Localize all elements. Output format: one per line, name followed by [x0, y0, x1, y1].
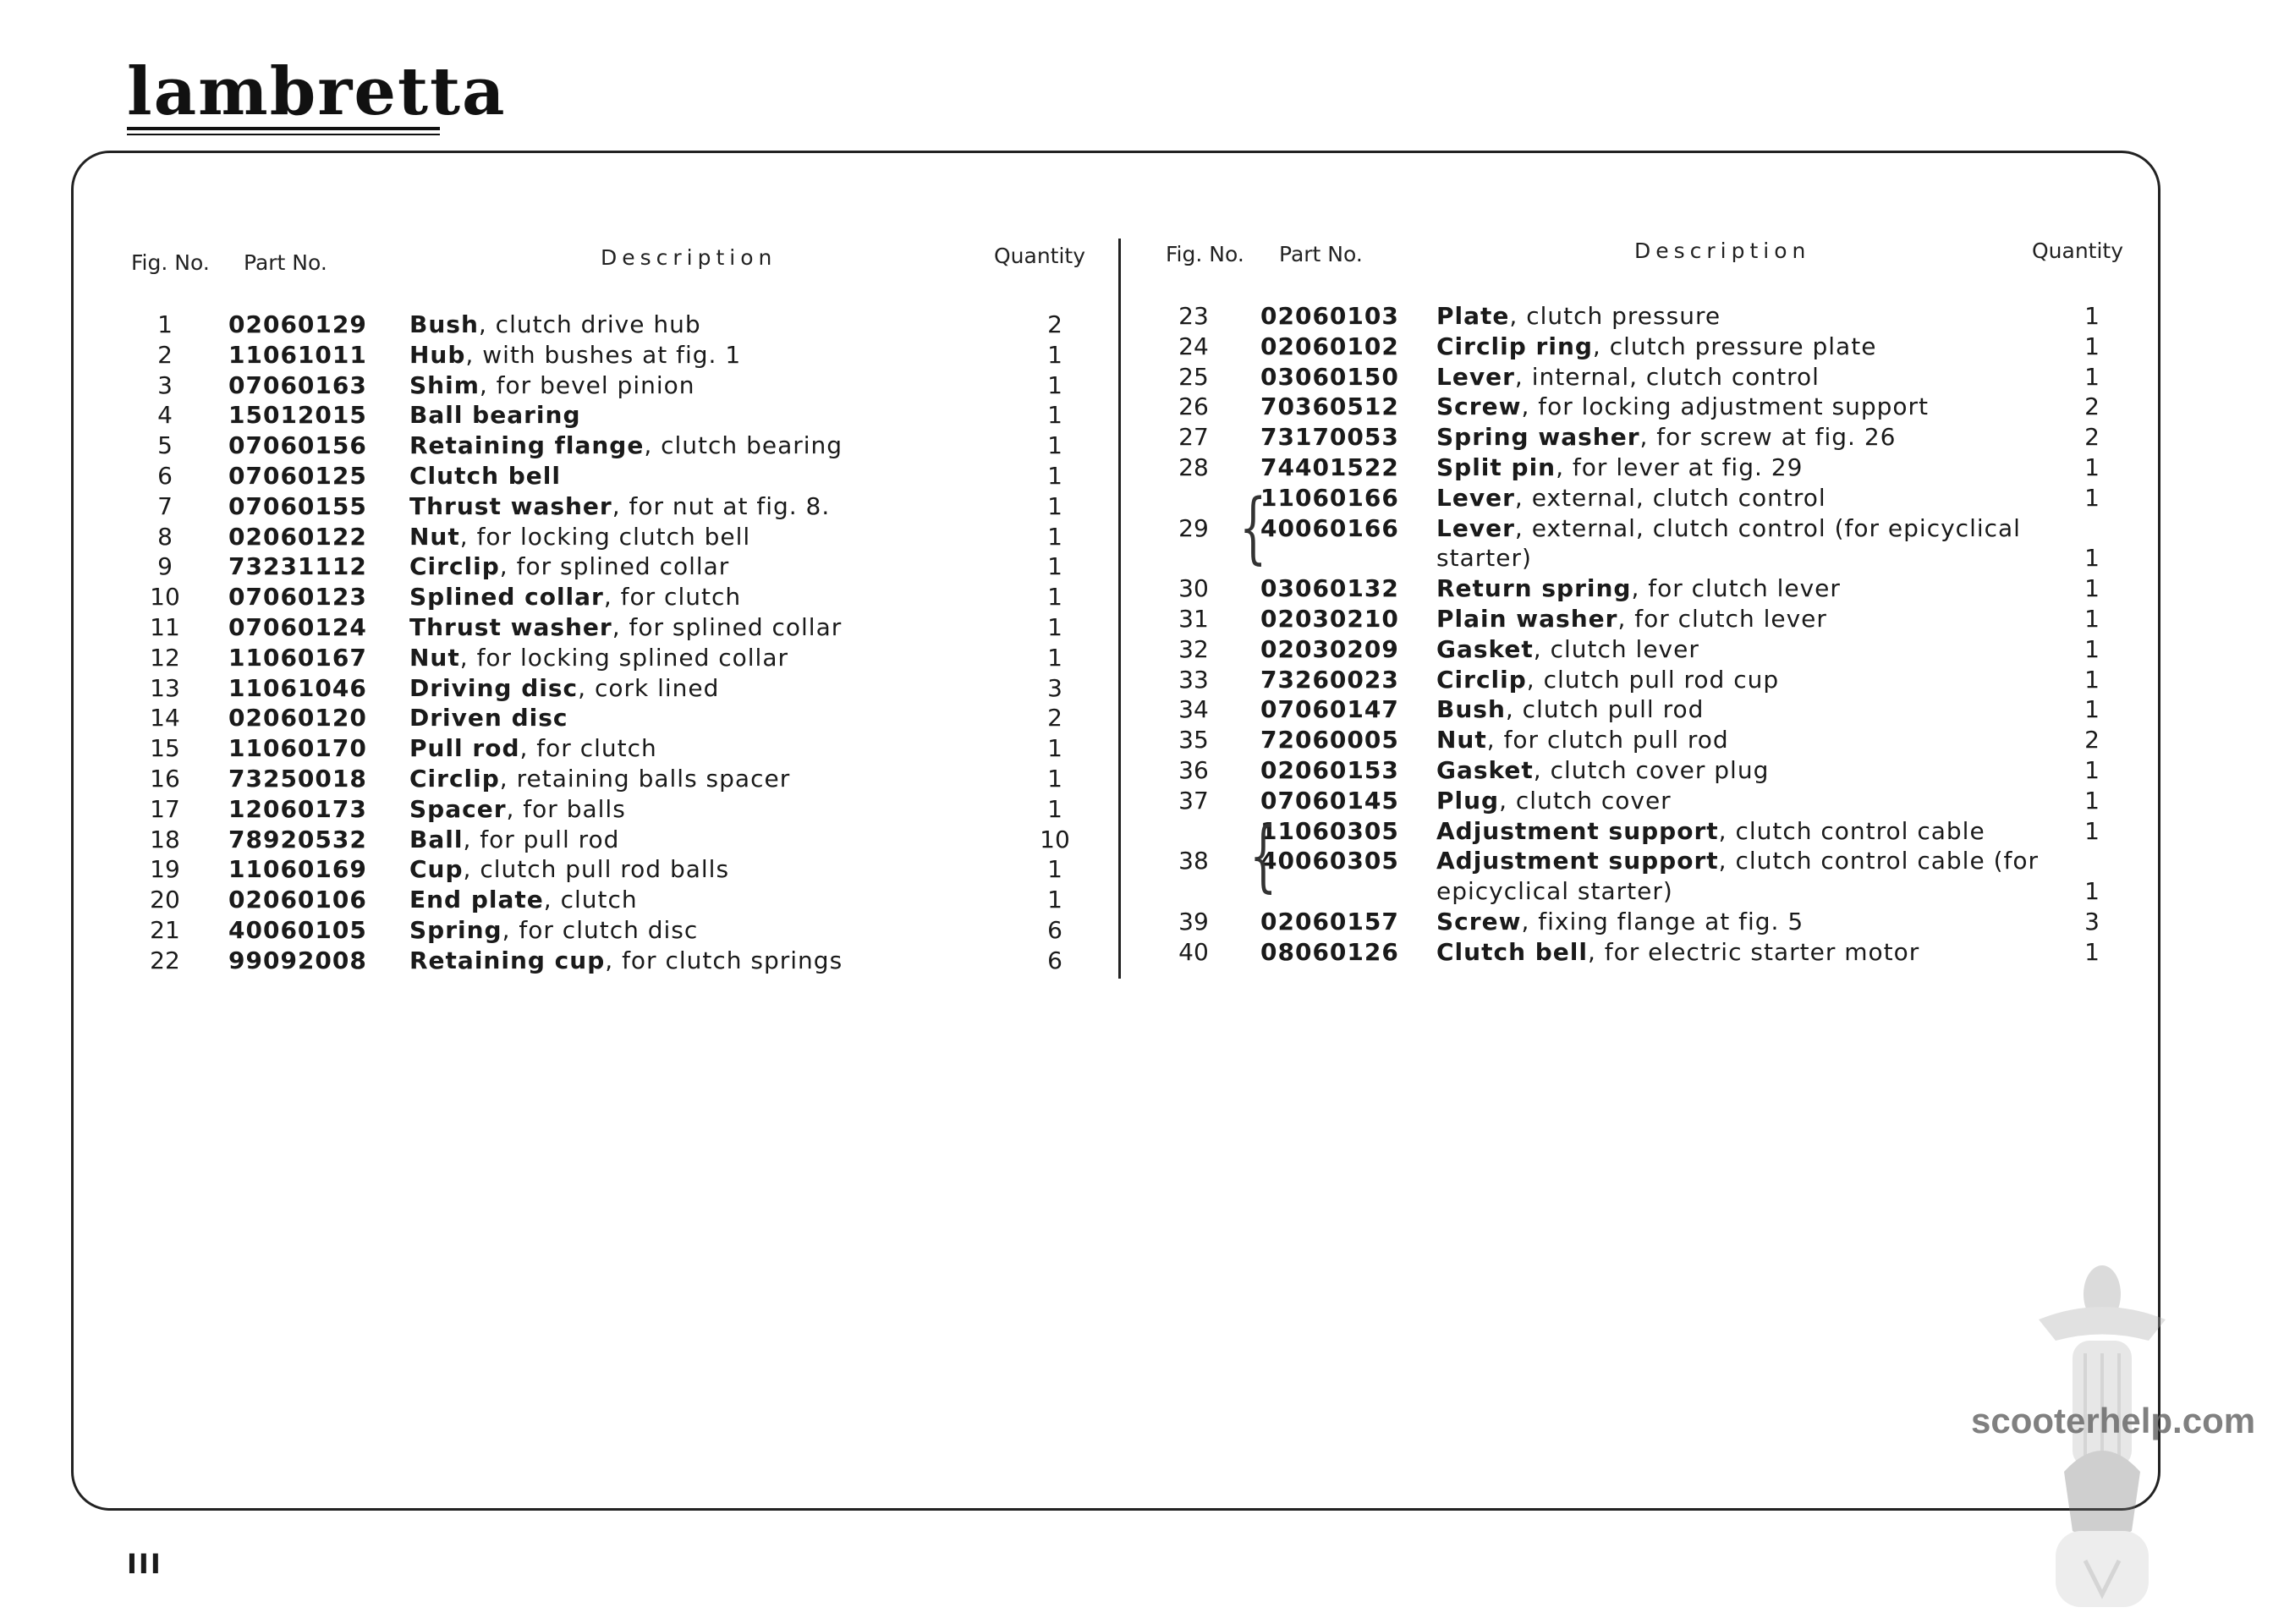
quantity: 1 [2084, 302, 2100, 330]
part-name: Retaining flange [409, 431, 645, 460]
table-row [0, 907, 2284, 937]
fig-number: 6 [157, 462, 173, 490]
fig-number: 14 [150, 704, 180, 732]
right-header-part-no: Part No. [1279, 242, 1363, 266]
quantity: 1 [1047, 765, 1062, 793]
part-name: Return spring [1436, 574, 1632, 603]
part-number: 11060170 [228, 734, 367, 763]
part-description [1436, 634, 1699, 665]
part-detail: , for clutch [603, 583, 742, 612]
part-detail: , clutch cover plug [1533, 756, 1770, 784]
fig-number: 38 [1178, 847, 1209, 875]
table-row [0, 937, 2284, 968]
fig-number: 12 [150, 643, 180, 672]
quantity: 1 [1047, 734, 1062, 763]
fig-number: 8 [157, 522, 173, 551]
left-header-quantity: Quantity [994, 244, 1086, 268]
part-detail: , clutch control cable (for [1718, 847, 2040, 875]
quantity: 2 [2084, 392, 2100, 421]
part-number: 02060122 [228, 522, 367, 551]
brand-logo: lambretta [127, 53, 507, 130]
quantity: 1 [1047, 401, 1062, 430]
part-number: 73231112 [228, 552, 367, 581]
quantity: 1 [1047, 794, 1062, 823]
part-detail: , for pull rod [463, 825, 620, 853]
quantity: 1 [2084, 665, 2100, 694]
part-description [1436, 604, 1827, 634]
part-name: Gasket [1436, 634, 1534, 663]
part-number: 08060126 [1260, 937, 1399, 966]
quantity: 1 [2084, 634, 2100, 663]
part-detail: , clutch pressure plate [1592, 332, 1877, 360]
part-description [1436, 876, 1673, 907]
part-number: 02030210 [1260, 605, 1399, 633]
part-number: 02030209 [1260, 634, 1399, 663]
part-detail: , for nut at fig. 8. [612, 491, 831, 520]
part-number: 70360512 [1260, 392, 1399, 421]
part-name: Screw [1436, 908, 1522, 935]
part-number: 07060147 [1260, 695, 1399, 724]
part-name: Spring washer [1436, 423, 1640, 452]
fig-number: 19 [150, 855, 180, 884]
part-name: Circlip [409, 765, 500, 793]
part-detail: , for clutch lever [1617, 605, 1827, 633]
quantity: 1 [2084, 483, 2100, 512]
fig-number: 5 [157, 431, 173, 460]
fig-number: 15 [150, 734, 180, 763]
logo-underline-thin [127, 134, 440, 135]
part-description [1436, 301, 1721, 332]
fig-number: 11 [150, 613, 180, 641]
part-name: Spring [409, 916, 502, 944]
part-description [1436, 816, 1985, 847]
part-number: 07060156 [228, 431, 367, 460]
fig-number: 10 [150, 583, 180, 612]
part-name: Lever [1436, 513, 1515, 542]
fig-number: 20 [150, 886, 180, 914]
quantity: 1 [2084, 877, 2100, 906]
part-description [1436, 332, 1876, 362]
fig-number: 3 [157, 370, 173, 399]
part-detail: , clutch lever [1533, 634, 1699, 663]
part-description [1436, 846, 2039, 876]
quantity: 1 [2084, 937, 2100, 966]
part-number: 74401522 [1260, 453, 1399, 481]
part-number: 07060155 [228, 491, 367, 520]
part-detail: , with bushes at fig. 1 [465, 340, 742, 369]
quantity: 1 [2084, 332, 2100, 360]
part-name: Adjustment support [1436, 847, 1719, 875]
fig-number: 16 [150, 765, 180, 793]
fig-number: 29 [1178, 513, 1209, 542]
fig-number: 26 [1178, 392, 1209, 421]
part-number: 11061046 [228, 673, 367, 702]
table-row [0, 573, 2284, 604]
right-header-quantity: Quantity [2032, 239, 2124, 263]
quantity: 1 [1047, 522, 1062, 551]
quantity: 3 [1047, 673, 1062, 702]
fig-number: 4 [157, 401, 173, 430]
table-row [0, 846, 2284, 876]
fig-number: 27 [1178, 423, 1209, 452]
fig-number: 18 [150, 825, 180, 853]
part-name: Splined collar [409, 583, 604, 612]
part-name: Clutch bell [1436, 937, 1588, 966]
fig-number: 34 [1178, 695, 1209, 724]
part-description [1436, 573, 1841, 604]
part-name: Nut [409, 522, 460, 551]
right-header-fig-no: Fig. No. [1166, 242, 1244, 266]
part-name: Retaining cup [409, 946, 606, 974]
part-name: Screw [1436, 392, 1522, 421]
part-detail: , clutch pull rod [1505, 695, 1705, 724]
part-description [1436, 694, 1704, 725]
table-row [0, 665, 2284, 695]
quantity: 1 [1047, 643, 1062, 672]
quantity: 3 [2084, 908, 2100, 935]
part-name: Pull rod [409, 734, 520, 763]
part-number: 11060305 [1260, 816, 1399, 845]
part-description [1436, 755, 1769, 786]
fig-number: 23 [1178, 302, 1209, 330]
part-name: Bush [409, 310, 479, 338]
part-description [1436, 453, 1803, 483]
part-detail: , for balls [506, 794, 626, 823]
quantity: 1 [1047, 583, 1062, 612]
part-name: Ball bearing [409, 401, 581, 430]
part-detail: epicyclical starter) [1436, 877, 1673, 906]
part-number: 11060166 [1260, 483, 1399, 512]
quantity: 1 [1047, 491, 1062, 520]
quantity: 2 [2084, 726, 2100, 754]
part-number: 02060106 [228, 886, 367, 914]
part-number: 11061011 [228, 340, 367, 369]
table-row [0, 332, 2284, 362]
part-name: Gasket [1436, 756, 1534, 784]
fig-number: 7 [157, 491, 173, 520]
part-name: Nut [1436, 726, 1487, 754]
part-detail: , internal, clutch control [1514, 362, 1820, 391]
quantity: 1 [2084, 453, 2100, 481]
fig-number: 30 [1178, 574, 1209, 603]
fig-number: 24 [1178, 332, 1209, 360]
part-detail: , for clutch pull rod [1486, 726, 1729, 754]
part-number: 73170053 [1260, 423, 1399, 452]
part-number: 02060157 [1260, 908, 1399, 935]
fig-number: 33 [1178, 665, 1209, 694]
fig-number: 37 [1178, 786, 1209, 815]
part-number: 02060129 [228, 310, 367, 338]
quantity: 1 [2084, 756, 2100, 784]
table-row [0, 392, 2284, 422]
part-detail: , clutch pressure [1509, 302, 1721, 330]
part-number: 03060150 [1260, 362, 1399, 391]
part-number: 02060103 [1260, 302, 1399, 330]
part-name: Circlip [1436, 665, 1527, 694]
part-number: 02060102 [1260, 332, 1399, 360]
part-detail: , fixing flange at fig. 5 [1521, 908, 1804, 935]
part-detail: , retaining balls spacer [499, 765, 791, 793]
part-detail: starter) [1436, 544, 1532, 573]
table-row [0, 604, 2284, 634]
right-header-description: Description [1634, 239, 1811, 263]
fig-number: 13 [150, 673, 180, 702]
fig-number: 1 [157, 310, 173, 338]
fig-number: 31 [1178, 605, 1209, 633]
part-detail: , clutch control cable [1718, 816, 1985, 845]
quantity: 1 [1047, 431, 1062, 460]
table-row [0, 301, 2284, 332]
quantity: 1 [2084, 605, 2100, 633]
table-row [0, 362, 2284, 392]
part-number: 11060169 [228, 855, 367, 884]
part-name: Thrust washer [409, 613, 612, 641]
part-number: 78920532 [228, 825, 367, 853]
part-name: Plug [1436, 786, 1500, 815]
part-number: 40060105 [228, 916, 367, 944]
table-row [0, 634, 2284, 665]
table-row [0, 694, 2284, 725]
left-header-description: Description [601, 245, 777, 270]
part-detail: , external, clutch control [1514, 483, 1826, 512]
part-number: 12060173 [228, 794, 367, 823]
part-name: Circlip [409, 552, 500, 581]
watermark-text: scooterhelp.com [1971, 1401, 2256, 1440]
table-row [0, 725, 2284, 755]
fig-number: 36 [1178, 756, 1209, 784]
part-number: 73250018 [228, 765, 367, 793]
table-row [0, 816, 2284, 847]
part-number: 07060125 [228, 462, 367, 490]
part-number: 07060123 [228, 583, 367, 612]
part-detail: , for clutch springs [605, 946, 843, 974]
part-number: 07060145 [1260, 786, 1399, 815]
part-number: 02060120 [228, 704, 367, 732]
logo-underline [127, 127, 440, 130]
quantity: 1 [2084, 544, 2100, 573]
part-number: 02060153 [1260, 756, 1399, 784]
part-name: Plate [1436, 302, 1510, 330]
part-detail: , clutch drive hub [478, 310, 701, 338]
part-description [1436, 392, 1929, 422]
fig-number: 21 [150, 916, 180, 944]
quantity: 1 [2084, 574, 2100, 603]
quantity: 1 [2084, 362, 2100, 391]
quantity: 2 [1047, 704, 1062, 732]
part-detail: , for splined collar [499, 552, 730, 581]
quantity: 2 [2084, 423, 2100, 452]
part-name: Driving disc [409, 673, 579, 702]
quantity: 2 [1047, 310, 1062, 338]
part-detail: , for lever at fig. 29 [1556, 453, 1804, 481]
part-detail: , clutch cover [1499, 786, 1672, 815]
quantity: 1 [1047, 886, 1062, 914]
quantity: 1 [2084, 695, 2100, 724]
part-detail: , for electric starter motor [1587, 937, 1920, 966]
brace-fig-29: { [1239, 482, 1267, 573]
quantity: 10 [1040, 825, 1070, 853]
part-name: Lever [1436, 362, 1515, 391]
part-number: 72060005 [1260, 726, 1399, 754]
brace-fig-38: { [1249, 810, 1277, 901]
part-number: 15012015 [228, 401, 367, 430]
part-name: Lever [1436, 483, 1515, 512]
part-name: Nut [409, 643, 460, 672]
quantity: 1 [1047, 340, 1062, 369]
table-row [0, 422, 2284, 453]
fig-number: 25 [1178, 362, 1209, 391]
part-detail: , for clutch disc [502, 916, 699, 944]
quantity: 6 [1047, 946, 1062, 974]
part-description [1436, 907, 1804, 937]
fig-number: 39 [1178, 908, 1209, 935]
quantity: 6 [1047, 916, 1062, 944]
part-detail: , for locking adjustment support [1521, 392, 1930, 421]
part-name: Clutch bell [409, 462, 561, 490]
quantity: 1 [1047, 552, 1062, 581]
part-name: Circlip ring [1436, 332, 1593, 360]
part-number: 11060167 [228, 643, 367, 672]
part-description [1436, 786, 1672, 816]
part-detail: , cork lined [578, 673, 720, 702]
part-detail: , for locking clutch bell [459, 522, 751, 551]
part-description [1436, 665, 1779, 695]
part-detail: , external, clutch control (for epicyclical [1514, 513, 2021, 542]
part-description [1436, 483, 1826, 513]
quantity: 1 [1047, 462, 1062, 490]
fig-number: 32 [1178, 634, 1209, 663]
table-row [0, 786, 2284, 816]
table-row [0, 876, 2284, 907]
part-number: 03060132 [1260, 574, 1399, 603]
part-name: Hub [409, 340, 466, 369]
fig-number: 28 [1178, 453, 1209, 481]
part-detail: , for clutch [519, 734, 657, 763]
part-detail: , clutch [543, 886, 638, 914]
quantity: 1 [2084, 816, 2100, 845]
part-detail: , for locking splined collar [459, 643, 789, 672]
part-number: 40060305 [1260, 847, 1399, 875]
fig-number: 9 [157, 552, 173, 581]
part-name: Cup [409, 855, 464, 884]
quantity: 1 [1047, 370, 1062, 399]
part-name: Split pin [1436, 453, 1557, 481]
table-row [0, 483, 2284, 513]
part-name: Shim [409, 370, 480, 399]
fig-number: 40 [1178, 937, 1209, 966]
table-row [0, 453, 2284, 483]
part-description [1436, 937, 1919, 968]
part-name: End plate [409, 886, 544, 914]
part-name: Spacer [409, 794, 507, 823]
part-description [1436, 362, 1820, 392]
part-number: 73260023 [1260, 665, 1399, 694]
part-number: 40060166 [1260, 513, 1399, 542]
part-name: Ball [409, 825, 464, 853]
part-description [1436, 725, 1729, 755]
table-row [0, 513, 2284, 544]
fig-number: 22 [150, 946, 180, 974]
part-description [1436, 543, 1532, 573]
part-number: 07060124 [228, 613, 367, 641]
part-detail: , for splined collar [612, 613, 843, 641]
part-description [1436, 513, 2021, 544]
part-detail: , for screw at fig. 26 [1639, 423, 1897, 452]
part-name: Driven disc [409, 704, 568, 732]
left-header-fig-no: Fig. No. [131, 250, 210, 275]
part-number: 07060163 [228, 370, 367, 399]
page-number: III [127, 1548, 162, 1580]
quantity: 1 [2084, 786, 2100, 815]
quantity: 1 [1047, 613, 1062, 641]
part-number: 99092008 [228, 946, 367, 974]
left-header-part-no: Part No. [244, 250, 327, 275]
part-detail: , clutch bearing [644, 431, 843, 460]
part-detail: , for clutch lever [1631, 574, 1841, 603]
fig-number: 17 [150, 794, 180, 823]
fig-number: 2 [157, 340, 173, 369]
part-detail: , clutch pull rod cup [1526, 665, 1780, 694]
part-detail: , for bevel pinion [479, 370, 695, 399]
part-name: Plain washer [1436, 605, 1618, 633]
table-row [0, 755, 2284, 786]
part-description [1436, 422, 1896, 453]
table-row [0, 543, 2284, 573]
part-name: Bush [1436, 695, 1506, 724]
part-name: Thrust washer [409, 491, 612, 520]
quantity: 1 [1047, 855, 1062, 884]
part-detail: , clutch pull rod balls [463, 855, 730, 884]
fig-number: 35 [1178, 726, 1209, 754]
part-name: Adjustment support [1436, 816, 1719, 845]
